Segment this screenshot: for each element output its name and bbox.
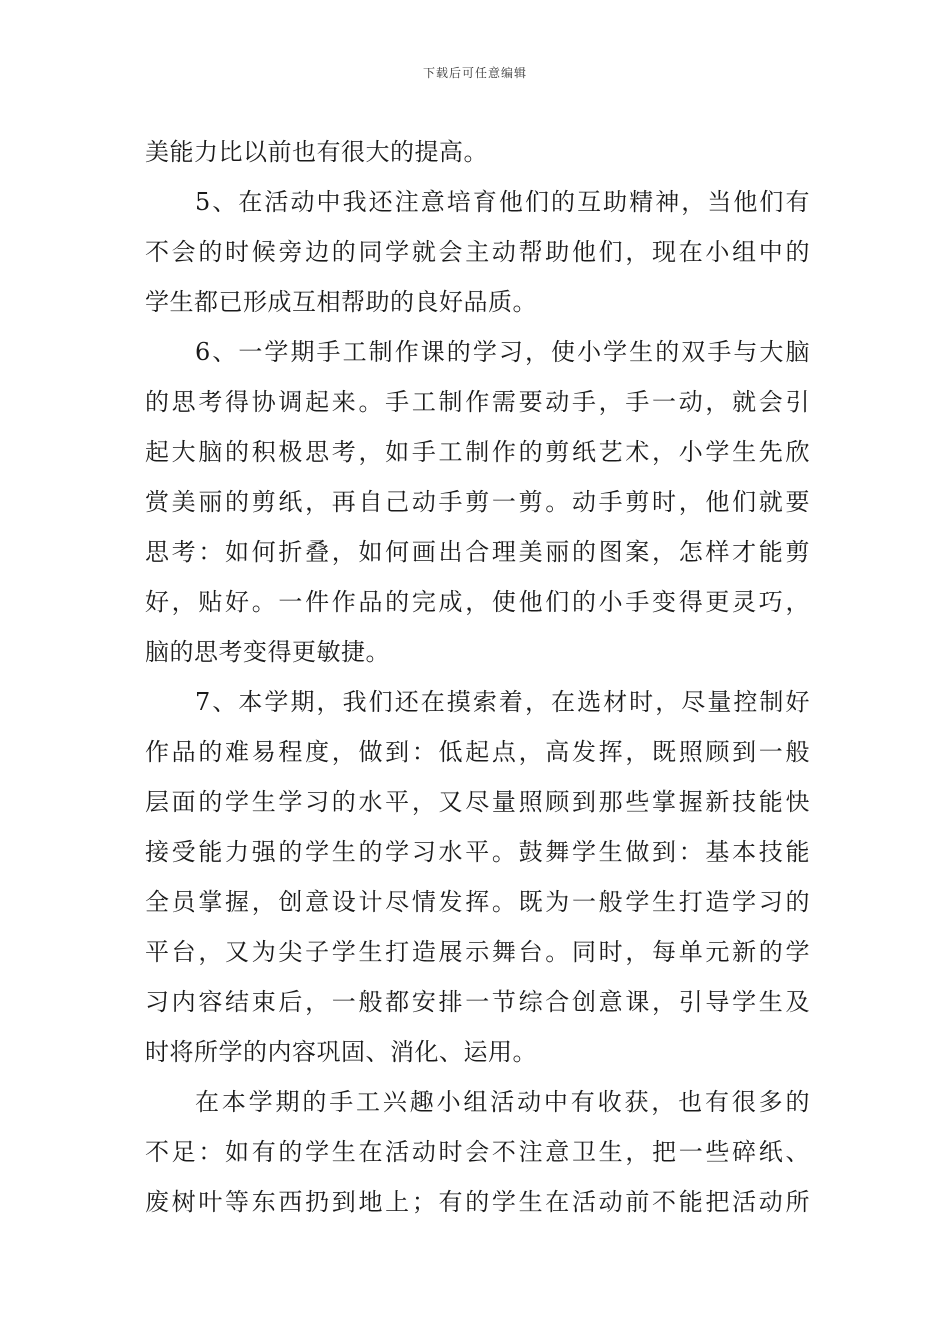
text-line: 层面的学生学习的水平，又尽量照顾到那些掌握新技能快 <box>145 788 810 816</box>
text-line: 平台，又为尖子学生打造展示舞台。同时，每单元新的学 <box>145 938 810 966</box>
text-line: 思考：如何折叠，如何画出合理美丽的图案，怎样才能剪 <box>145 538 810 566</box>
paragraph-start-line: 7、本学期，我们还在摸索着，在选材时，尽量控制好 <box>195 688 810 716</box>
text-line: 作品的难易程度，做到：低起点，高发挥，既照顾到一般 <box>145 738 810 766</box>
text-line: 不会的时候旁边的同学就会主动帮助他们，现在小组中的 <box>145 238 810 266</box>
text-line: 美能力比以前也有很大的提高。 <box>145 138 488 166</box>
page-header: 下载后可任意编辑 <box>422 66 527 80</box>
paragraph-start-line: 5、在活动中我还注意培育他们的互助精神，当他们有 <box>195 188 810 216</box>
text-line: 时将所学的内容巩固、消化、运用。 <box>145 1038 537 1066</box>
text-line: 废树叶等东西扔到地上；有的学生在活动前不能把活动所 <box>145 1188 810 1216</box>
text-line: 全员掌握，创意设计尽情发挥。既为一般学生打造学习的 <box>145 888 810 916</box>
text-line: 学生都已形成互相帮助的良好品质。 <box>145 288 537 316</box>
paragraph-start-line: 在本学期的手工兴趣小组活动中有收获，也有很多的 <box>195 1088 810 1116</box>
text-line: 赏美丽的剪纸，再自己动手剪一剪。动手剪时，他们就要 <box>145 488 810 516</box>
text-line: 接受能力强的学生的学习水平。鼓舞学生做到：基本技能 <box>145 838 810 866</box>
text-line: 习内容结束后，一般都安排一节综合创意课，引导学生及 <box>145 988 810 1016</box>
text-line: 脑的思考变得更敏捷。 <box>145 638 390 666</box>
document-body <box>145 127 810 1227</box>
text-line: 不足：如有的学生在活动时会不注意卫生，把一些碎纸、 <box>145 1138 810 1166</box>
text-line: 的思考得协调起来。手工制作需要动手，手一动，就会引 <box>145 388 810 416</box>
text-line: 起大脑的积极思考，如手工制作的剪纸艺术，小学生先欣 <box>145 438 810 466</box>
text-line: 好，贴好。一件作品的完成，使他们的小手变得更灵巧， <box>145 588 810 616</box>
paragraph-start-line: 6、一学期手工制作课的学习，使小学生的双手与大脑 <box>195 338 810 366</box>
